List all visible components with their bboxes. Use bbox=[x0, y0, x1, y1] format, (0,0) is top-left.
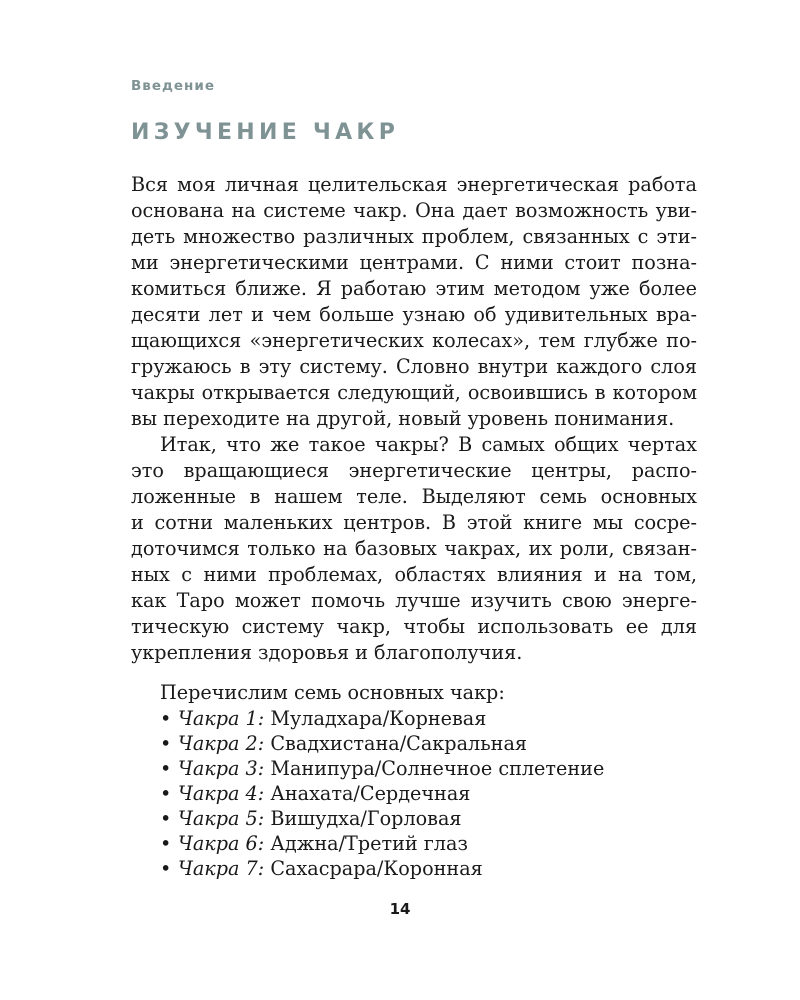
paragraph-line: вы переходите на другой, новый уровень понимания. bbox=[131, 407, 675, 430]
chakra-label: Чакра 4: bbox=[178, 782, 265, 805]
list-item bbox=[160, 806, 462, 832]
chakra-label: Чакра 7: bbox=[178, 857, 265, 880]
list-item bbox=[160, 831, 468, 857]
chakra-name: Манипура/Солнечное сплетение bbox=[270, 757, 605, 780]
paragraph-line: ных с ними проблемах, областях влияния и на том, bbox=[131, 563, 697, 586]
paragraph-line: ложенные в нашем теле. Выделяют семь основных bbox=[131, 485, 697, 508]
section-title: ИЗУЧЕНИЕ ЧАКР bbox=[131, 120, 400, 145]
chakra-label: Чакра 1: bbox=[178, 707, 265, 730]
chakra-name: Муладхара/Корневая bbox=[270, 707, 487, 730]
paragraph-line: десяти лет и чем больше узнаю об удивительных вра- bbox=[131, 303, 697, 326]
list-item bbox=[160, 731, 527, 757]
running-head: Введение bbox=[131, 78, 215, 94]
chakra-name: Сахасрара/Коронная bbox=[270, 857, 483, 880]
paragraph-line: основана на системе чакр. Она дает возможность уви- bbox=[131, 199, 697, 222]
list-item bbox=[160, 856, 483, 882]
bullet-icon: • bbox=[160, 707, 172, 730]
paragraph-line: как Таро может помочь лучше изучить свою энерге- bbox=[131, 589, 697, 612]
paragraph-line: деть множество различных проблем, связанных с эти- bbox=[131, 225, 697, 248]
chakra-label: Чакра 2: bbox=[178, 732, 265, 755]
bullet-icon: • bbox=[160, 832, 172, 855]
paragraph-line: и сотни маленьких центров. В этой книге мы сосре- bbox=[131, 511, 697, 534]
chakra-label: Чакра 3: bbox=[178, 757, 265, 780]
chakra-name: Вишудха/Горловая bbox=[270, 807, 462, 830]
paragraph-line: комиться ближе. Я работаю этим методом уже более bbox=[131, 277, 697, 300]
chakra-name: Анахата/Сердечная bbox=[270, 782, 471, 805]
list-item bbox=[160, 781, 470, 807]
paragraph-line: Вся моя личная целительская энергетическая работа bbox=[131, 173, 697, 196]
bullet-icon: • bbox=[160, 782, 172, 805]
list-item bbox=[160, 706, 486, 732]
chakra-name: Свадхистана/Сакральная bbox=[270, 732, 527, 755]
paragraph-line: это вращающиеся энергетические центры, распо- bbox=[131, 459, 697, 482]
list-item bbox=[160, 756, 604, 782]
bullet-icon: • bbox=[160, 757, 172, 780]
chakra-label: Чакра 6: bbox=[178, 832, 265, 855]
bullet-icon: • bbox=[160, 857, 172, 880]
paragraph-line: укрепления здоровья и благополучия. bbox=[131, 641, 523, 664]
paragraph-line: щающихся «энергетических колесах», тем глубже по- bbox=[131, 329, 697, 352]
chakra-name: Аджна/Третий глаз bbox=[270, 832, 468, 855]
bullet-icon: • bbox=[160, 807, 172, 830]
list-intro: Перечислим семь основных чакр: bbox=[160, 681, 505, 704]
paragraph-line: доточимся только на базовых чакрах, их роли, связан- bbox=[131, 537, 697, 560]
paragraph-line: ми энергетическими центрами. С ними стоит позна- bbox=[131, 251, 697, 274]
paragraph-line: чакры открывается следующий, освоившись в котором bbox=[131, 381, 697, 404]
chakra-label: Чакра 5: bbox=[178, 807, 265, 830]
paragraph-line: тическую систему чакр, чтобы использовать ее для bbox=[131, 615, 697, 638]
paragraph-line: Итак, что же такое чакры? В самых общих чертах bbox=[160, 433, 697, 456]
paragraph-line: гружаюсь в эту систему. Словно внутри каждого слоя bbox=[131, 355, 697, 378]
bullet-icon: • bbox=[160, 732, 172, 755]
page-number: 14 bbox=[389, 900, 411, 918]
